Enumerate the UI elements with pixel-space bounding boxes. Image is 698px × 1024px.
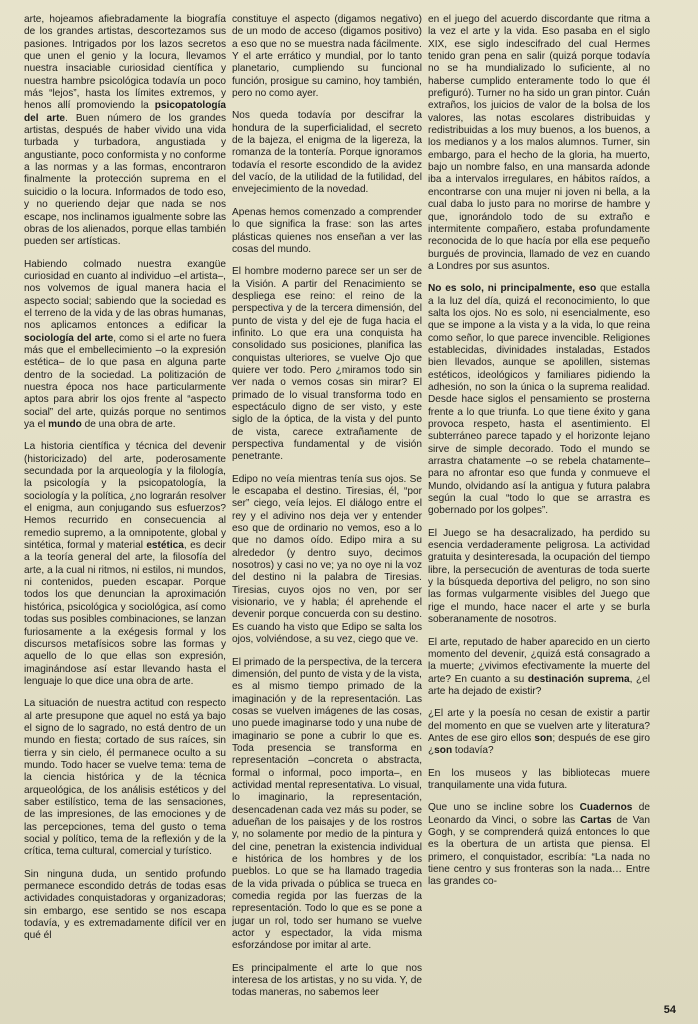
text-run: todavía? <box>452 745 494 757</box>
bold-text-run: psicopatología del arte <box>24 100 226 124</box>
bold-text-run: Cuadernos <box>579 802 633 814</box>
text-run: , como si el arte no fuera más que el embellecimiento –o la expresión estética– de lo que pasa en alguna parte dentro de la sociedad. La politización de nuestra época nos hace particularmente aptos para abrir los ojos frente al “aspecto social” del arte, quizás porque no sentimos ya el <box>24 332 226 430</box>
text-column-middle <box>232 14 422 1014</box>
text-run: , ¿el arte ha dejado de existir? <box>428 673 650 697</box>
text-run: La historia científica y técnica del devenir (historicizado) del arte, poderosamente secundada por la arqueología y la filología, la psicología y la psicopatología, la sociología y la política, ¿no lograrán resolver el enigma, aun conjugando sus esfuerzos? Hemos recurrido en consecuencia al remedio supremo, a la omnipotente, global y sintética, formal y material <box>24 441 226 552</box>
text-run: Nos queda todavía por descifrar la hondura de la superficialidad, el secreto de la bajeza, el enigma de la ligereza, la romanza de la tontería. Porque ignoramos todavía el resorte escondido de la avidez del vacío, de la utilidad de la futilidad, del envejecimiento de la novedad. <box>232 110 422 196</box>
bold-text-run: mundo <box>48 419 82 430</box>
page-number: 54 <box>663 1004 676 1016</box>
text-run: , es decir a la teoría general del arte, la filosofía del arte, a la cual ni ritmos, ni estilos, ni mundos, ni contenidos, pueden escapar. Porque todos los que denuncian la aproximación histórica, psicológica y sociológica, así como todas sus posibles combinaciones, se lanzan furiosamente a la exégesis formal y los discursos metafísicos sobre las formas y aquello de lo que ellas son expresión, imaginándose así estar llevando hasta el lenguaje lo que dice una obra de arte. <box>24 540 226 687</box>
bold-text-run: sociología del arte <box>24 332 114 344</box>
paragraph <box>24 259 226 432</box>
paragraph <box>232 207 422 256</box>
text-run: En los museos y las bibliotecas muere tranquilamente una vida futura. <box>428 767 650 791</box>
text-run: La situación de nuestra actitud con respecto al arte presupone que aquel no está ya bajo el signo de lo sagrado, no está dentro de un mundo en fiesta; cortado de sus raíces, sin tierra y sin cielo, él permanece oculto a su mundo. Todo hacer se vuelve tema: tema de la ciencia histórica y de la técnica arqueológica, de los análisis estéticos y del saber estilístico, tema de las sensaciones, de las impresiones, de las emociones y de las percepciones, tema del gusto o tema social y político, tema de la reflexión y de la crítica, tema cultural, comercial y turístico. <box>24 698 226 858</box>
paragraph <box>24 14 226 249</box>
paragraph <box>428 802 650 888</box>
paragraph <box>232 657 422 953</box>
text-run: de Leonardo da Vinci, o sobre las <box>428 802 650 826</box>
paragraph <box>428 637 650 699</box>
text-run: arte, hojeamos afiebradamente la biografía de los grandes artistas, descortezamos sus pasiones. Intrigados por los lazos secretos que unen el genio y la locura, llevamos nuestra insaciable curiosidad científica y nuestra hambre psicológica todavía un poco más “lejos”, hasta los límites extremos, y henos allí promoviendo la <box>24 14 226 112</box>
paragraph <box>428 708 650 757</box>
text-run: El Juego se ha desacralizado, ha perdido su esencia verdaderamente peligrosa. La actividad gratuita y desinteresada, la ocupación del tiempo libre, la persecución de aventuras de toda suerte y la búsqueda deportiva del peligro, no son sino las formas vulgarmente visibles del Juego que rige el mundo, hace nacer el arte y se burla soberanamente de nosotros. <box>428 527 650 626</box>
text-run: Apenas hemos comenzado a comprender lo que significa la frase: son las artes plásticas quienes nos enseñan a ver las cosas del mundo. <box>232 206 422 255</box>
text-column-left <box>24 14 226 1014</box>
paragraph <box>428 14 650 273</box>
paragraph <box>232 110 422 196</box>
paragraph <box>232 474 422 647</box>
paragraph <box>232 14 422 100</box>
bold-text-run: estética <box>146 540 184 552</box>
paragraph <box>428 528 650 627</box>
paragraph <box>24 441 226 688</box>
text-run: El arte, reputado de haber aparecido en un cierto momento del devenir, ¿quizá está consagrado a la muerte; ¿vivimos efectivamente la muerte del arte? En cuanto a su <box>428 636 650 685</box>
text-column-right <box>428 14 650 1014</box>
bold-text-run: son <box>534 732 553 744</box>
paragraph <box>232 963 422 1000</box>
text-run: El hombre moderno parece ser un ser de la Visión. A partir del Renacimiento se despliega ese reino: el reino de la perspectiva y de la tercera dimensión, del punto de vista y del eje de fuga hacia el infinito. Lo que era una conquista ha consolidado sus posiciones, planifica las conquistas ulteriores, se vuelve Ojo que quiere ver todo. Pero ¿miramos todo sin ver nada o vemos cosas sin mirar? El primado de lo visual transforma todo en espectáculo digno de ser visto, y este siglo de la óptica, de la vista y del punto de vista, carece extrañamente de perspectiva fundamental y de visión penetrante. <box>232 266 422 463</box>
text-run: de una obra de arte. <box>81 419 176 430</box>
text-run: de Van Gogh, y se comprenderá quizá entonces lo que es la obertura de un artista que piensa. El primero, el conquistador, escribía: “La nada no tiene centro y sus fronteras son la nada… Entre las grandes co- <box>428 814 650 888</box>
text-run: ¿El arte y la poesía no cesan de existir a partir del momento en que se vuelven arte y literatura? Antes de ese giro ellos <box>428 708 650 744</box>
text-run: en el juego del acuerdo discordante que ritma a la vez el arte y la vida. Eso pasaba en el siglo XIX, ese siglo indescifrado del cual Hermes tenido gran pena en salir (quizá porque todavía no se ha mundializado lo suficiente, al no haberse cumplido enteramente todo lo que él prefiguró). Turner no ha sido un gran pintor. Cuán extraños, los juicios de valor de la bolsa de los valores, las notas escolares distribuidas y redistribuidas a los muy buenos, a los buenos, a los medianos y a los malos alumnos. Turner, sin embargo, para el hecho de la gloria, ha muerto, bajo un nombre falso, en una mansarda adonde iba a intervalos irregulares, en hábitos raídos, a encontrarse con una mujer ni joven ni bella, a la cual daba lo justo para no morirse de hambre y que, ignorándolo todo de su extraño e intermitente compañero, estaba profundamente reconocida de lo que hacía por ella ese pequeño burgués de provincia, llamado de vez en cuando a Londres por sus asuntos. <box>428 14 650 272</box>
text-run: constituye el aspecto (digamos negativo) de un modo de acceso (digamos positivo) a eso que no se muestra nada fácilmente. Y el arte errático y mundial, por lo tanto planetario, cumpliendo su funcional función, prosigue su camino, hoy también, pero no como ayer. <box>232 14 422 100</box>
bold-text-run: son <box>434 745 453 757</box>
text-run: Edipo no veía mientras tenía sus ojos. Se le escapaba el destino. Tiresias, él, “por ser” ciego, veía lejos. El diálogo entre el rey y el adivino nos deja ver y entender eso que de ordinario no vemos, eso a lo que no damos oído. Edipo mira a su alrededor (y dentro suyo, decimos nosotros) y casi no ve; ya no oye ni la voz del destino ni la palabra de Tiresias. Tiresias, cuyos ojos no ven, por ser visionario, ve y habla; él aprehende el devenir porque concuerda con su destino. Es cuando ha visto que Edipo se salta los ojos, volviéndose, a su vez, ciego que ve. <box>232 473 422 646</box>
paragraph <box>24 698 226 858</box>
bold-text-run: Cartas <box>580 814 612 826</box>
paragraph <box>428 283 650 518</box>
text-run: Es principalmente el arte lo que nos interesa de los artistas, y no su vida. Y, de todas maneras, no sabemos leer <box>232 962 422 999</box>
text-run: El primado de la perspectiva, de la tercera dimensión, del punto de vista y de la vista, es al mismo tiempo primado de la imaginación y de la representación. Las cosas se vuelven imágenes de las cosas, uno puede imaginarse todo y una nube de imaginario se pone a cubrir lo que es. Toda presencia se transforma en representación –concreta o abstracta, formal o informal, poco importa–, en actividad mental representativa. Lo visual, lo imaginario, la representación, desencadenan cada vez más su poder, se adueñan de los paisajes y de los rostros y, no solamente por medio de la pintura y del cine, penetran la existencia individual e histórica de los hombres y de los pueblos. Lo que se ha llamado tragedia de la vida privada o pública se trueca en comedia regida por las fuerzas de la representación. Todo lo que es se pone a jugar un rol, todo ser humano se vuelve actor y espectador, la vida misma esforzándose por imitar al arte. <box>232 656 422 952</box>
text-run: Que uno se incline sobre los <box>428 802 580 814</box>
text-run: Sin ninguna duda, un sentido profundo permanece escondido detrás de todas esas actividades conquistadoras y organizadoras; sin embargo, ese sentido se nos escapa todavía, y es extremadamente difícil ver en qué él <box>24 868 226 942</box>
paragraph <box>232 266 422 464</box>
paragraph <box>428 768 650 793</box>
bold-text-run: ni principalmente <box>487 283 573 295</box>
text-run: ; después de ese giro ¿ <box>428 732 650 757</box>
bold-text-run: destinación suprema <box>527 673 630 685</box>
bold-text-run: , eso <box>572 283 597 295</box>
text-run: . Buen número de los grandes artistas, después de haber vivido una vida turbada y turbadora, angustiada y angustiante, poco conformista y no conforme a las normas y a las formas, encontraron finalmente la protección suprema en el suicidio o la locura. Informados de todo eso, y no queriendo dejar que nada se nos escape, nos inclinamos igualmente sobre las obras de los alienados, porque ellas también pueden ser artísticas. <box>24 112 226 248</box>
bold-text-run: No es solo, <box>428 283 488 295</box>
text-run: Habiendo colmado nuestra exangüe curiosidad en cuanto al individuo –el artista–, nos volvemos de igual manera hacia el aspecto social; sabiendo que la sociedad es el terreno de la vida y de las obras humanas, nos aplicamos entonces a edificar la <box>24 258 226 332</box>
text-run: que estalla a la luz del día, quizá el reconocimiento, lo que salta los ojos. No es solo, ni esencialmente, eso que se impone a la vista y a la vida, lo que reina como señor, lo que parece invencible. Religiones establecidas, divinidades instaladas, Estados bien llevados, aunque se apolillen, sistemas estéticos, ideológicos y familiares pidiendo la adhesión, no son la única o la suprema realidad. Desde hace siglos el pensamiento se prosterna frente a lo que triunfa. Lo que tiene éxito y gana provoca respeto, hasta el asentimiento. El subterráneo parece tapado y el horizonte lejano sirve de simple decorado. Todo el mundo se arrastra chatamente –o se rebela chatamente– para no afrontar eso que funda y conmueve el Mundo, olvidando así la antigua y futura palabra según la cual “todo lo que se arrastra es gobernado por los golpes”. <box>428 283 650 517</box>
paragraph <box>24 869 226 943</box>
